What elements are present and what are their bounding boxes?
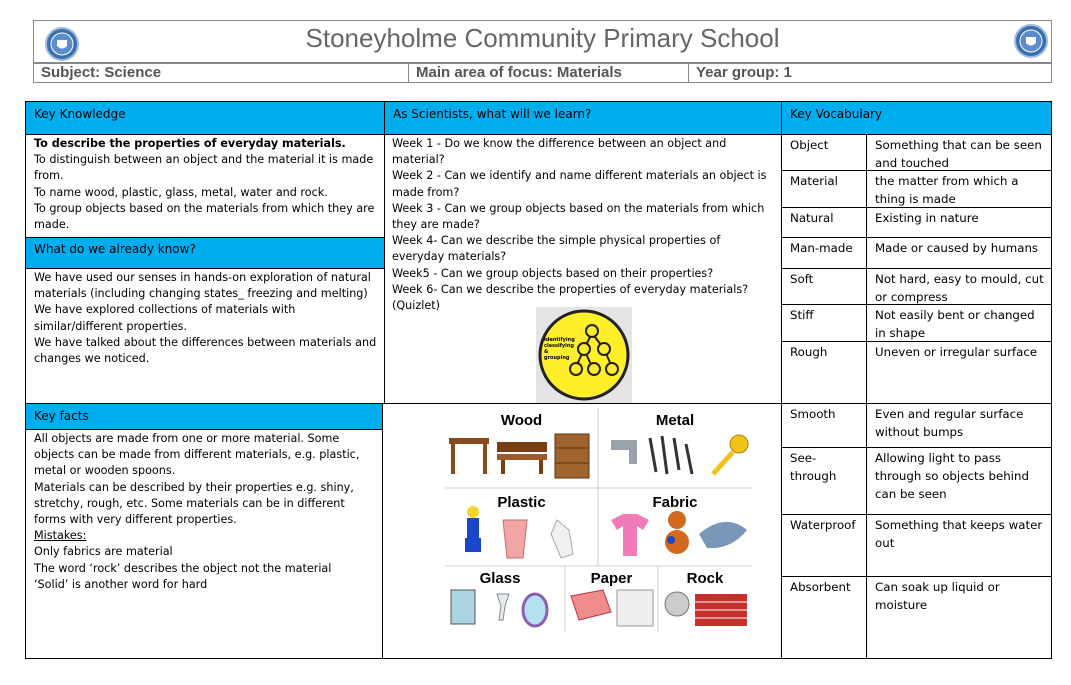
vocab-definition: Something that can be seen and touched — [875, 138, 1042, 170]
learn-content — [385, 136, 781, 313]
learn-heading: As Scientists, what will we learn? — [385, 102, 781, 134]
grid-line — [25, 429, 383, 430]
school-logo-left — [45, 27, 79, 61]
week-item: Week5 - Can we group objects based on their properties? — [392, 266, 714, 280]
week-item: Week 2 - Can we identify and name different materials an object is made from? — [392, 169, 767, 199]
week-item: Week 4- Can we describe the simple physical properties of everyday materials? — [392, 234, 721, 264]
glass-label: Glass — [479, 570, 521, 587]
vocab-word: Natural — [790, 211, 834, 225]
key-knowledge-line: To group objects based on the materials from which they are made. — [34, 201, 375, 232]
key-fact-line: Materials can be described by their properties e.g. shiny, stretchy, rough, etc. Some materials can be in different forms with very different properties. — [34, 480, 354, 527]
metal-label: Metal — [655, 412, 695, 429]
vocab-definition: Not hard, easy to mould, cut or compress — [875, 272, 1044, 304]
vocab-definition: Even and regular surface without bumps — [875, 407, 1024, 439]
grid-line — [25, 658, 1052, 659]
vocab-definition: Made or caused by humans — [875, 241, 1039, 255]
key-knowledge-heading: Key Knowledge — [26, 102, 384, 134]
vocabulary-heading: Key Vocabulary — [782, 102, 1051, 134]
grid-line — [25, 237, 385, 238]
wood-label: Wood — [500, 412, 543, 429]
year-group-label: Year group: 1 — [696, 64, 792, 81]
school-logo-right — [1014, 24, 1048, 58]
key-knowledge-content — [26, 136, 384, 236]
already-know-content — [26, 270, 384, 402]
vocab-definition: Uneven or irregular surface — [875, 345, 1038, 359]
vocab-word: Absorbent — [790, 580, 851, 594]
grid-line — [25, 101, 1052, 102]
week-item: Week 3 - Can we group objects based on the materials from which they are made? — [392, 201, 765, 232]
vocab-word: Man-made — [790, 241, 853, 255]
focus-label: Main area of focus: Materials — [416, 64, 622, 81]
key-knowledge-line: To name wood, plastic, glass, metal, water and rock. — [34, 185, 328, 199]
vocab-word: Stiff — [790, 308, 814, 322]
mistakes-heading: Mistakes: — [34, 529, 87, 543]
grid-line — [382, 403, 383, 659]
vocab-word: Soft — [790, 272, 814, 286]
materials-picture — [445, 408, 752, 632]
week-item: Week 6- Can we describe the properties of everyday materials? (Quizlet) — [392, 282, 749, 313]
vocab-word: Object — [790, 138, 829, 152]
vocab-definition: Allowing light to pass through so objects behind can be seen — [875, 451, 1029, 501]
already-know-line: We have talked about the differences between materials and changes we noticed. — [34, 335, 377, 366]
fabric-label: Fabric — [652, 494, 698, 511]
vocab-definition: Something that keeps water out — [875, 518, 1043, 550]
mistake-item: Only fabrics are material — [34, 545, 173, 559]
key-facts-content — [26, 431, 382, 657]
classifying-badge — [536, 307, 632, 403]
subject-label: Subject: Science — [41, 64, 162, 81]
vocab-definition: Can soak up liquid or moisture — [875, 580, 1000, 612]
vocab-word: Waterproof — [790, 518, 856, 532]
paper-label: Paper — [590, 570, 633, 587]
vocab-word: See-through — [790, 451, 837, 483]
vocab-definition: Not easily bent or changed in shape — [875, 308, 1035, 340]
key-fact-line: All objects are made from one or more material. Some objects can be made from different materials, e.g. plastic, metal or wooden spoons. — [34, 432, 360, 478]
already-know-heading: What do we already know? — [26, 237, 384, 268]
vocab-word: Smooth — [790, 407, 836, 421]
badge-text: Identifying classifying & grouping — [544, 337, 575, 361]
mistake-item: ‘Solid’ is another word for hard — [34, 577, 208, 591]
week-item: Week 1 - Do we know the difference between an object and material? — [392, 137, 727, 167]
vocab-word: Rough — [790, 345, 828, 359]
grid-line — [25, 268, 385, 269]
plastic-label: Plastic — [497, 494, 546, 511]
mistake-item: The word ‘rock’ describes the object not the material — [34, 561, 332, 575]
key-facts-heading: Key facts — [26, 404, 382, 429]
already-know-line: We have explored collections of materials with similar/different properties. — [34, 303, 296, 333]
already-know-line: We have used our senses in hands-on exploration of natural materials (including changing states_ freezing and melting) — [34, 271, 371, 301]
vocab-definition: Existing in nature — [875, 211, 979, 225]
vocab-definition: the matter from which a thing is made — [875, 174, 1019, 206]
rock-label: Rock — [686, 570, 724, 587]
key-knowledge-line: To distinguish between an object and the material it is made from. — [34, 153, 374, 183]
key-knowledge-bold: To describe the properties of everyday materials. — [34, 137, 346, 150]
school-name: Stoneyholme Community Primary School — [305, 23, 780, 53]
vocab-word: Material — [790, 174, 838, 188]
